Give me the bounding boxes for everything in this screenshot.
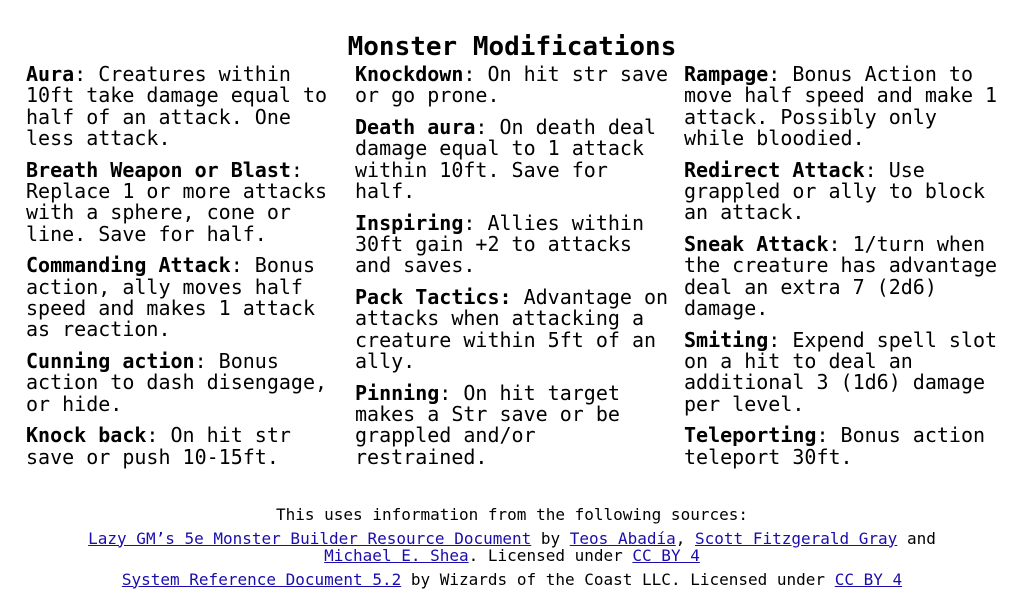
column-3 [684, 64, 1004, 479]
author-link-michael-e-shea[interactable]: Michael E. Shea [324, 546, 469, 565]
column-2 [355, 64, 675, 479]
attribution-text: , [675, 528, 696, 548]
attribution-intro: This uses information from the following sources: [275, 505, 748, 524]
license-link-cc-by-4-srd[interactable]: CC BY 4 [834, 569, 903, 589]
entry-name: Aura [26, 62, 75, 86]
entry-aura [26, 64, 346, 149]
license-link-cc-by-4[interactable]: CC BY 4 [632, 546, 700, 565]
author-link-scott-fitzgerald-gray[interactable]: Scott Fitzgerald Gray [695, 528, 898, 548]
entry-name: Redirect Attack [684, 157, 865, 182]
entry-commanding-attack [26, 255, 346, 340]
page-title: Monster Modifications [347, 32, 677, 62]
entry-smiting [684, 327, 1004, 416]
column-1 [26, 64, 346, 479]
entry-knockdown [355, 64, 675, 107]
entry-pack-tactics [355, 287, 675, 372]
attribution-text: and [897, 528, 936, 548]
entry-text: : Use grappled or ally to block an attack. [684, 157, 986, 225]
attribution-text: by [531, 528, 570, 548]
entry-text: : On hit str save or push 10-15ft. [26, 423, 291, 469]
entry-name: Cunning action [26, 349, 195, 374]
entry-name: Pack Tactics: [355, 285, 512, 310]
entry-text: : Creatures within 10ft take damage equal to half of an attack. One less attack. [26, 62, 328, 150]
entry-name: Rampage [684, 62, 769, 86]
entry-name: Teleporting [684, 423, 817, 448]
attribution-text: . Licensed under [468, 546, 633, 565]
entry-text: : Allies within 30ft gain +2 to attacks and saves. [355, 210, 644, 278]
entry-breath-weapon [26, 157, 346, 246]
entry-name: Breath Weapon or Blast [26, 157, 291, 182]
entry-text: : Bonus action, ally moves half speed and makes 1 attack as reaction. [26, 253, 315, 342]
entry-name: Knockdown [355, 62, 464, 86]
entry-teleporting [684, 425, 1004, 468]
attribution-text: by Wizards of the Coast LLC. Licensed under [401, 569, 835, 589]
entry-knock-back [26, 425, 346, 468]
entry-pinning [355, 380, 675, 469]
entry-text: Advantage on attacks when attacking a creature within 5ft of an ally. [355, 285, 669, 374]
entry-text: : On hit str save or go prone. [355, 62, 669, 108]
entry-text: : 1/turn when the creature has advantage deal an extra 7 (2d6) damage. [684, 232, 998, 320]
entry-text: : Bonus action teleport 30ft. [684, 423, 986, 469]
entry-text: : Bonus action to dash disengage, or hide. [26, 349, 328, 416]
entry-name: Pinning [355, 380, 440, 405]
entry-name: Commanding Attack [26, 253, 231, 278]
entry-sneak-attack [684, 234, 1004, 319]
entry-inspiring [355, 210, 675, 278]
entry-text: : On death deal damage equal to 1 attack within 10ft. Save for half. [355, 115, 657, 203]
attribution-source-2 [0, 571, 1024, 589]
lazy-gm-document-link[interactable]: Lazy GM’s 5e Monster Builder Resource Document [88, 528, 532, 548]
entry-name: Smiting [684, 327, 769, 352]
entry-death-aura [355, 117, 675, 202]
entry-redirect-attack [684, 157, 1004, 225]
entry-name: Sneak Attack [684, 232, 829, 257]
entry-text: : On hit target makes a Str save or be grappled and/or restrained. [355, 380, 620, 469]
entry-rampage [684, 64, 1004, 149]
entry-cunning-action [26, 351, 346, 415]
attribution-footer [0, 506, 1024, 594]
author-link-teos-abadia[interactable]: Teos Abadía [569, 528, 676, 548]
entry-text: : Replace 1 or more attacks with a sphere, cone or line. Save for half. [26, 157, 328, 246]
entry-name: Inspiring [355, 210, 464, 235]
entry-name: Knock back [26, 423, 147, 448]
entry-text: : Expend spell slot on a hit to deal an additional 3 (1d6) damage per level. [684, 327, 998, 416]
entry-name: Death aura [355, 115, 476, 140]
srd-link[interactable]: System Reference Document 5.2 [121, 569, 402, 589]
attribution-source-1 [0, 530, 1024, 565]
entry-text: : Bonus Action to move half speed and make 1 attack. Possibly only while bloodied. [684, 62, 998, 150]
